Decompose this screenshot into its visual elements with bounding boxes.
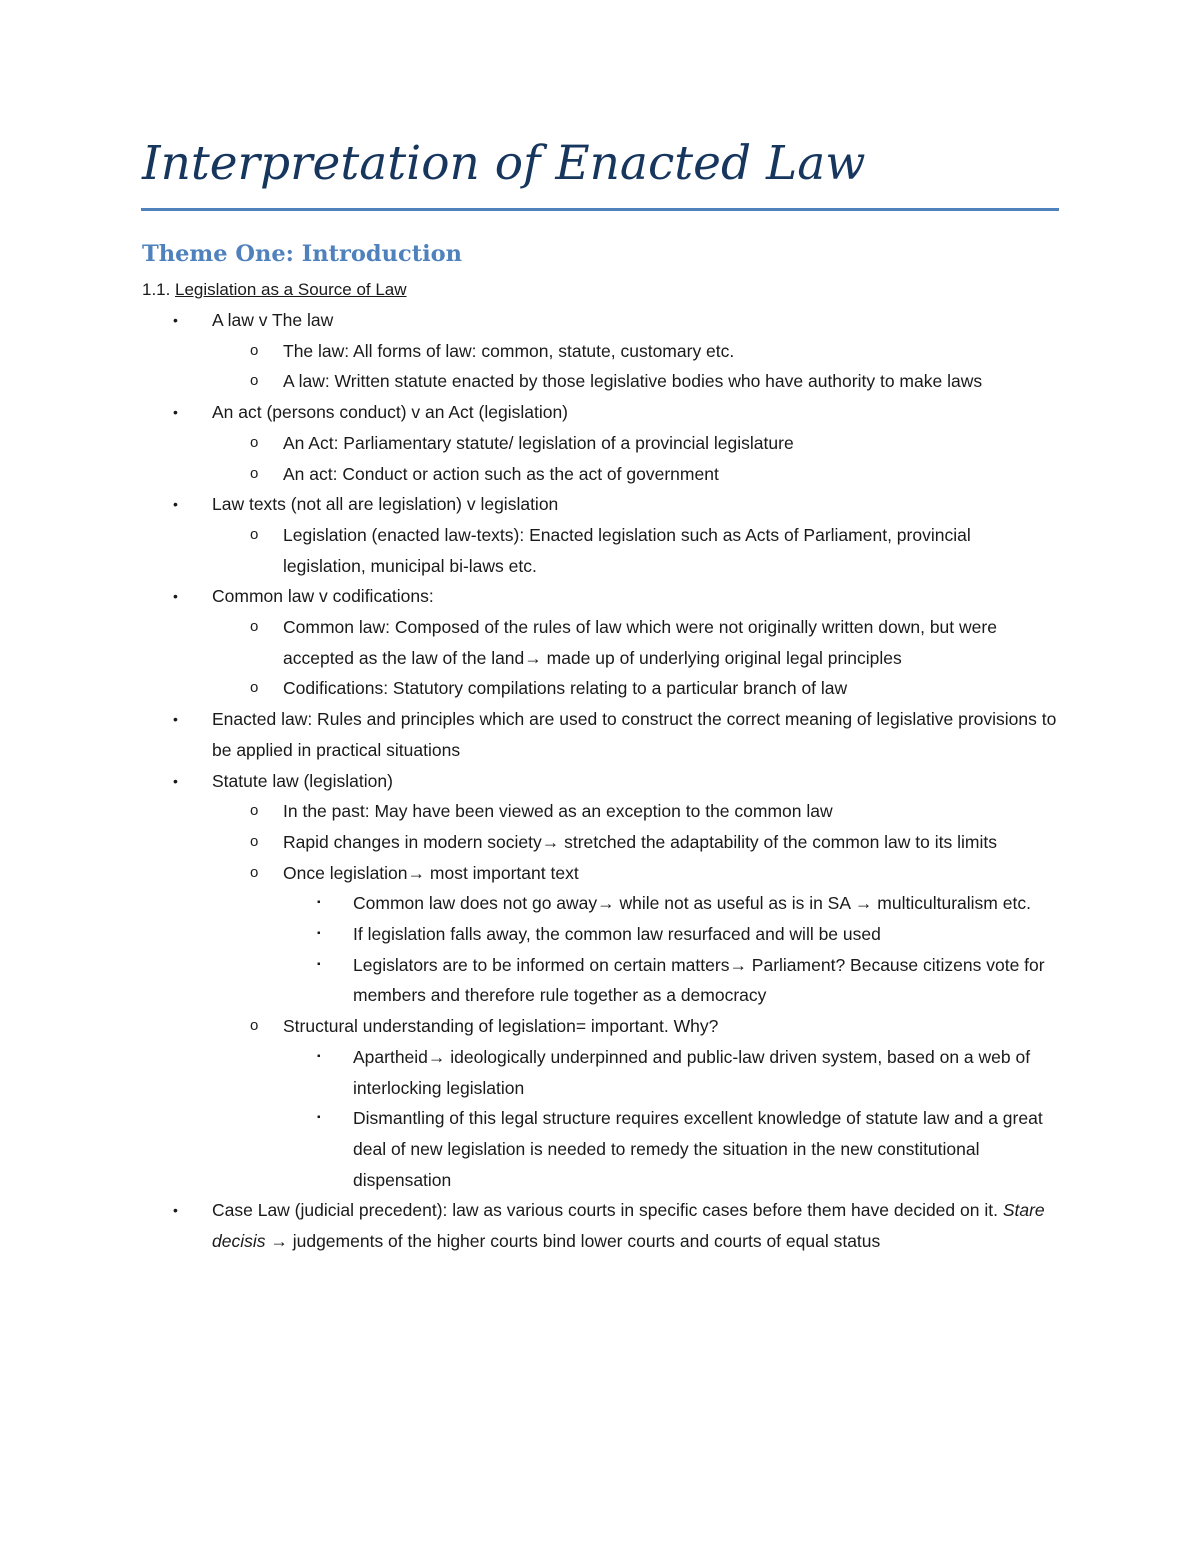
circle-bullet-icon: o [250, 433, 259, 451]
outline-item-level-2 [0, 1011, 1200, 1042]
circle-bullet-icon: o [250, 618, 259, 636]
outline-item-level-1 [0, 305, 1200, 336]
outline-item-text: Dismantling of this legal structure requires excellent knowledge of statute law and a great deal of new legislation is needed to remedy the situation in the new constitutional dispensation [353, 1108, 1043, 1190]
outline-item-text: An act (persons conduct) v an Act (legislation) [212, 402, 569, 423]
outline-item-text: A law: Written statute enacted by those legislative bodies who have authority to make laws [283, 371, 983, 392]
outline-item-level-3 [0, 888, 1200, 919]
outline-item-text: In the past: May have been viewed as an exception to the common law [283, 801, 833, 822]
bullet-icon: • [173, 312, 178, 328]
theme-heading: Theme One: Introduction [142, 241, 463, 267]
outline-item-level-2 [0, 827, 1200, 858]
document-title: Interpretation of Enacted Law [142, 136, 866, 191]
circle-bullet-icon: o [250, 679, 259, 697]
bullet-icon: • [173, 772, 178, 789]
outline-item-text: An Act: Parliamentary statute/ legislation of a provincial legislature [283, 432, 794, 453]
outline-item-level-2 [0, 858, 1200, 889]
square-bullet-icon: ▪ [317, 928, 321, 940]
section-heading [142, 277, 407, 303]
outline-item-text: The law: All forms of law: common, statute, customary etc. [283, 340, 735, 361]
bullet-icon: • [173, 1202, 178, 1219]
outline-item-level-1 [0, 397, 1200, 428]
outline-item-text: Law texts (not all are legislation) v legislation [212, 494, 559, 515]
square-bullet-icon: ▪ [317, 1112, 321, 1124]
outline-item-level-3 [0, 919, 1200, 950]
outline-item-text: Apartheid→ ideologically underpinned and public-law driven system, based on a web of interlocking legislation [353, 1046, 1031, 1098]
bullet-icon: • [173, 588, 178, 605]
circle-bullet-icon: o [250, 1017, 259, 1035]
outline-item-level-2 [0, 366, 1200, 397]
section-number: 1.1. [142, 280, 171, 299]
outline-item-text: Legislation (enacted law-texts): Enacted legislation such as Acts of Parliament, provincial legislation, municipal bi-laws etc. [283, 524, 971, 576]
circle-bullet-icon: o [250, 464, 259, 482]
outline-item-text: Once legislation→ most important text [283, 862, 579, 883]
outline-item-level-3 [0, 1103, 1200, 1195]
section-title: Legislation as a Source of Law [175, 280, 407, 299]
outline-item-level-3 [0, 1042, 1200, 1103]
outline-item-level-1 [0, 1195, 1200, 1256]
circle-bullet-icon: o [250, 341, 259, 359]
outline-item-text: Enacted law: Rules and principles which are used to construct the correct meaning of legislative provisions to be applied in practical situations [212, 709, 1057, 760]
outline-item-text: Statute law (legislation) [212, 770, 393, 791]
outline-item-text [212, 1195, 1058, 1256]
outline-item-text: Common law: Composed of the rules of law which were not originally written down, but were accepted as the law of the land→ made up of underlying original legal principles [283, 617, 997, 668]
bullet-icon: • [173, 404, 178, 421]
outline-item-level-2 [0, 428, 1200, 459]
bullet-icon: • [173, 496, 178, 513]
outline-item-text: Structural understanding of legislation= important. Why? [283, 1016, 719, 1037]
square-bullet-icon: ▪ [317, 958, 321, 970]
outline-item-text: Codifications: Statutory compilations relating to a particular branch of law [283, 678, 848, 699]
outline-item-text-part: Case Law (judicial precedent): law as various courts in specific cases before them have decided on it. [212, 1200, 1003, 1221]
outline-item-text: A law v The law [212, 310, 334, 330]
circle-bullet-icon: o [250, 863, 259, 881]
square-bullet-icon: ▪ [317, 897, 321, 909]
outline-item-level-1 [0, 704, 1200, 765]
outline-item-text: Legislators are to be informed on certain matters→ Parliament? Because citizens vote for members and therefore rule together as a democracy [353, 954, 1045, 1006]
circle-bullet-icon: o [250, 832, 259, 850]
outline-item-text: An act: Conduct or action such as the act of government [283, 463, 719, 484]
outline-item-level-2 [0, 336, 1200, 367]
outline-item-level-2 [0, 673, 1200, 704]
outline-item-level-1 [0, 489, 1200, 520]
outline-item-level-2 [0, 796, 1200, 827]
outline-item-text: Common law v codifications: [212, 586, 434, 607]
latin-term: Stare decisis [212, 1200, 1045, 1252]
square-bullet-icon: ▪ [317, 1050, 321, 1062]
bullet-icon: • [173, 711, 178, 728]
outline-item-level-1 [0, 766, 1200, 797]
outline-item-level-2 [0, 520, 1200, 581]
title-underline-rule [141, 208, 1059, 211]
circle-bullet-icon: o [250, 525, 259, 543]
outline-item-text: If legislation falls away, the common law resurfaced and will be used [353, 924, 881, 945]
outline-item-text-part: → judgements of the higher courts bind lower courts and courts of equal status [265, 1231, 881, 1252]
circle-bullet-icon: o [250, 802, 259, 820]
outline-item-level-1 [0, 581, 1200, 612]
outline-item-text: Rapid changes in modern society→ stretched the adaptability of the common law to its limits [283, 831, 997, 852]
circle-bullet-icon: o [250, 372, 259, 390]
outline-item-text: Common law does not go away→ while not as useful as is in SA → multiculturalism etc. [353, 893, 1031, 914]
outline-item-level-2 [0, 612, 1200, 673]
outline-item-level-2 [0, 459, 1200, 490]
notes-list [0, 305, 1200, 1257]
outline-item-level-3 [0, 950, 1200, 1011]
